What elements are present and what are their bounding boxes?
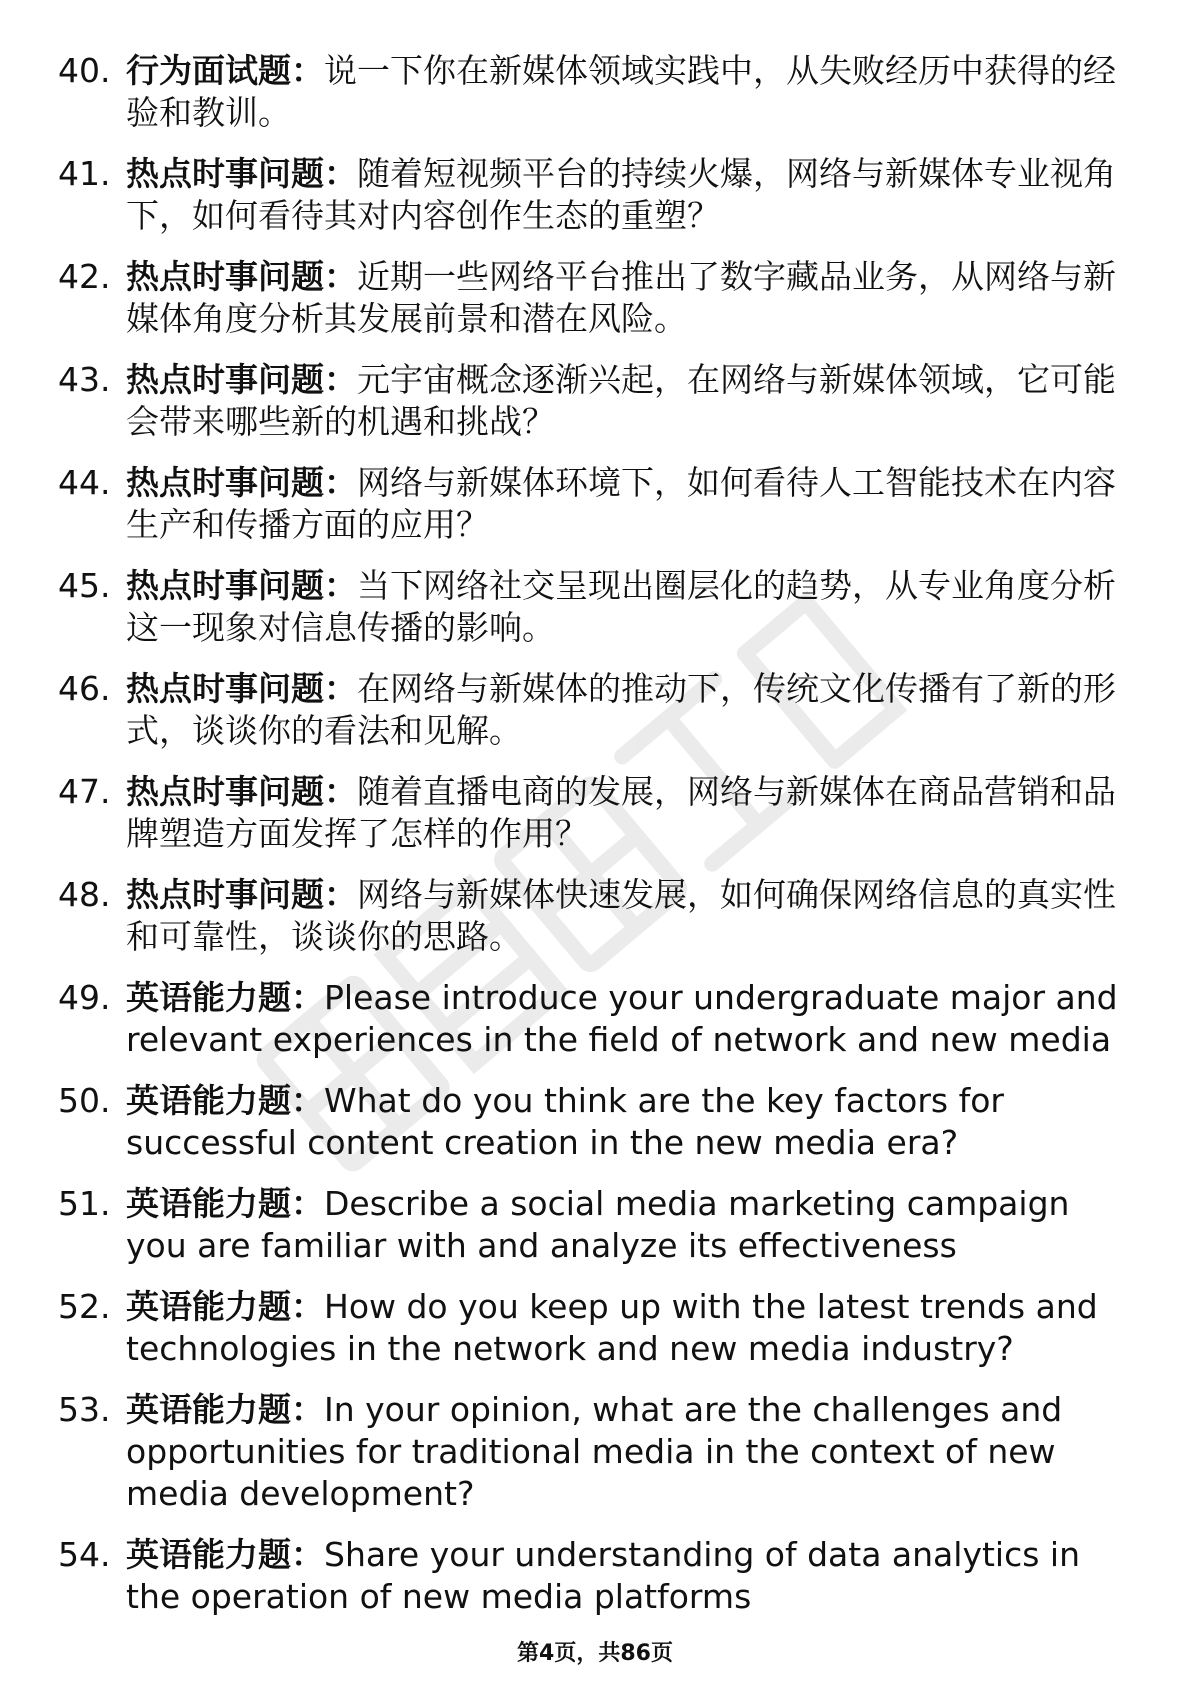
question-item [58, 462, 1118, 546]
question-text: Please introduce your undergraduate major and relevant experiences in the field of network and new media [126, 978, 1118, 1059]
question-item [58, 668, 1118, 752]
page-footer: 第4页，共86页 [517, 1641, 673, 1666]
question-number: 43. [58, 360, 111, 399]
question-category: 行为面试题： [126, 51, 324, 90]
question-list [58, 50, 1118, 1637]
question-item [58, 874, 1118, 958]
question-item [58, 1183, 1118, 1267]
question-text: 随着短视频平台的持续火爆，网络与新媒体专业视角下，如何看待其对内容创作生态的重塑？ [126, 154, 1116, 235]
question-number: 50. [58, 1081, 111, 1120]
question-item [58, 1286, 1118, 1370]
question-item [58, 1080, 1118, 1164]
question-text: 说一下你在新媒体领域实践中，从失败经历中获得的经验和教训。 [126, 51, 1116, 132]
question-category: 英语能力题： [126, 1287, 324, 1326]
question-text: In your opinion, what are the challenges and opportunities for traditional media in the context of new media development? [126, 1390, 1063, 1513]
question-category: 热点时事问题： [126, 669, 357, 708]
question-category: 热点时事问题： [126, 875, 357, 914]
question-item [58, 771, 1118, 855]
question-text: 元宇宙概念逐渐兴起，在网络与新媒体领域，它可能会带来哪些新的机遇和挑战？ [126, 360, 1116, 441]
question-text: 当下网络社交呈现出圈层化的趋势，从专业角度分析这一现象对信息传播的影响。 [126, 566, 1116, 647]
question-category: 热点时事问题： [126, 772, 357, 811]
question-item [58, 50, 1118, 134]
question-item [58, 256, 1118, 340]
question-item [58, 977, 1118, 1061]
question-text: Describe a social media marketing campaign you are familiar with and analyze its effectiveness [126, 1184, 1070, 1265]
question-number: 45. [58, 566, 111, 605]
question-text: 在网络与新媒体的推动下，传统文化传播有了新的形式，谈谈你的看法和见解。 [126, 669, 1116, 750]
question-number: 49. [58, 978, 111, 1017]
question-number: 51. [58, 1184, 111, 1223]
question-category: 热点时事问题： [126, 566, 357, 605]
question-item [58, 359, 1118, 443]
question-number: 47. [58, 772, 111, 811]
question-number: 44. [58, 463, 111, 502]
question-item [58, 1389, 1118, 1515]
question-text: What do you think are the key factors for successful content creation in the new media era? [126, 1081, 1004, 1162]
question-text: 随着直播电商的发展，网络与新媒体在商品营销和品牌塑造方面发挥了怎样的作用？ [126, 772, 1116, 853]
question-item [58, 565, 1118, 649]
question-number: 41. [58, 154, 111, 193]
question-category: 热点时事问题： [126, 360, 357, 399]
question-item [58, 1534, 1118, 1618]
question-category: 英语能力题： [126, 978, 324, 1017]
question-text: Share your understanding of data analytics in the operation of new media platforms [126, 1535, 1080, 1616]
question-text: 近期一些网络平台推出了数字藏品业务，从网络与新媒体角度分析其发展前景和潜在风险。 [126, 257, 1116, 338]
question-category: 英语能力题： [126, 1184, 324, 1223]
question-category: 热点时事问题： [126, 463, 357, 502]
question-number: 46. [58, 669, 111, 708]
question-item [58, 153, 1118, 237]
question-category: 热点时事问题： [126, 154, 357, 193]
question-category: 英语能力题： [126, 1535, 324, 1574]
question-number: 53. [58, 1390, 111, 1429]
question-text: 网络与新媒体快速发展，如何确保网络信息的真实性和可靠性，谈谈你的思路。 [126, 875, 1116, 956]
question-category: 英语能力题： [126, 1390, 324, 1429]
question-number: 48. [58, 875, 111, 914]
question-category: 热点时事问题： [126, 257, 357, 296]
question-number: 52. [58, 1287, 111, 1326]
question-number: 42. [58, 257, 111, 296]
question-text: 网络与新媒体环境下，如何看待人工智能技术在内容生产和传播方面的应用？ [126, 463, 1116, 544]
question-text: How do you keep up with the latest trends and technologies in the network and new media industry? [126, 1287, 1098, 1368]
question-category: 英语能力题： [126, 1081, 324, 1120]
question-number: 54. [58, 1535, 111, 1574]
question-number: 40. [58, 51, 111, 90]
